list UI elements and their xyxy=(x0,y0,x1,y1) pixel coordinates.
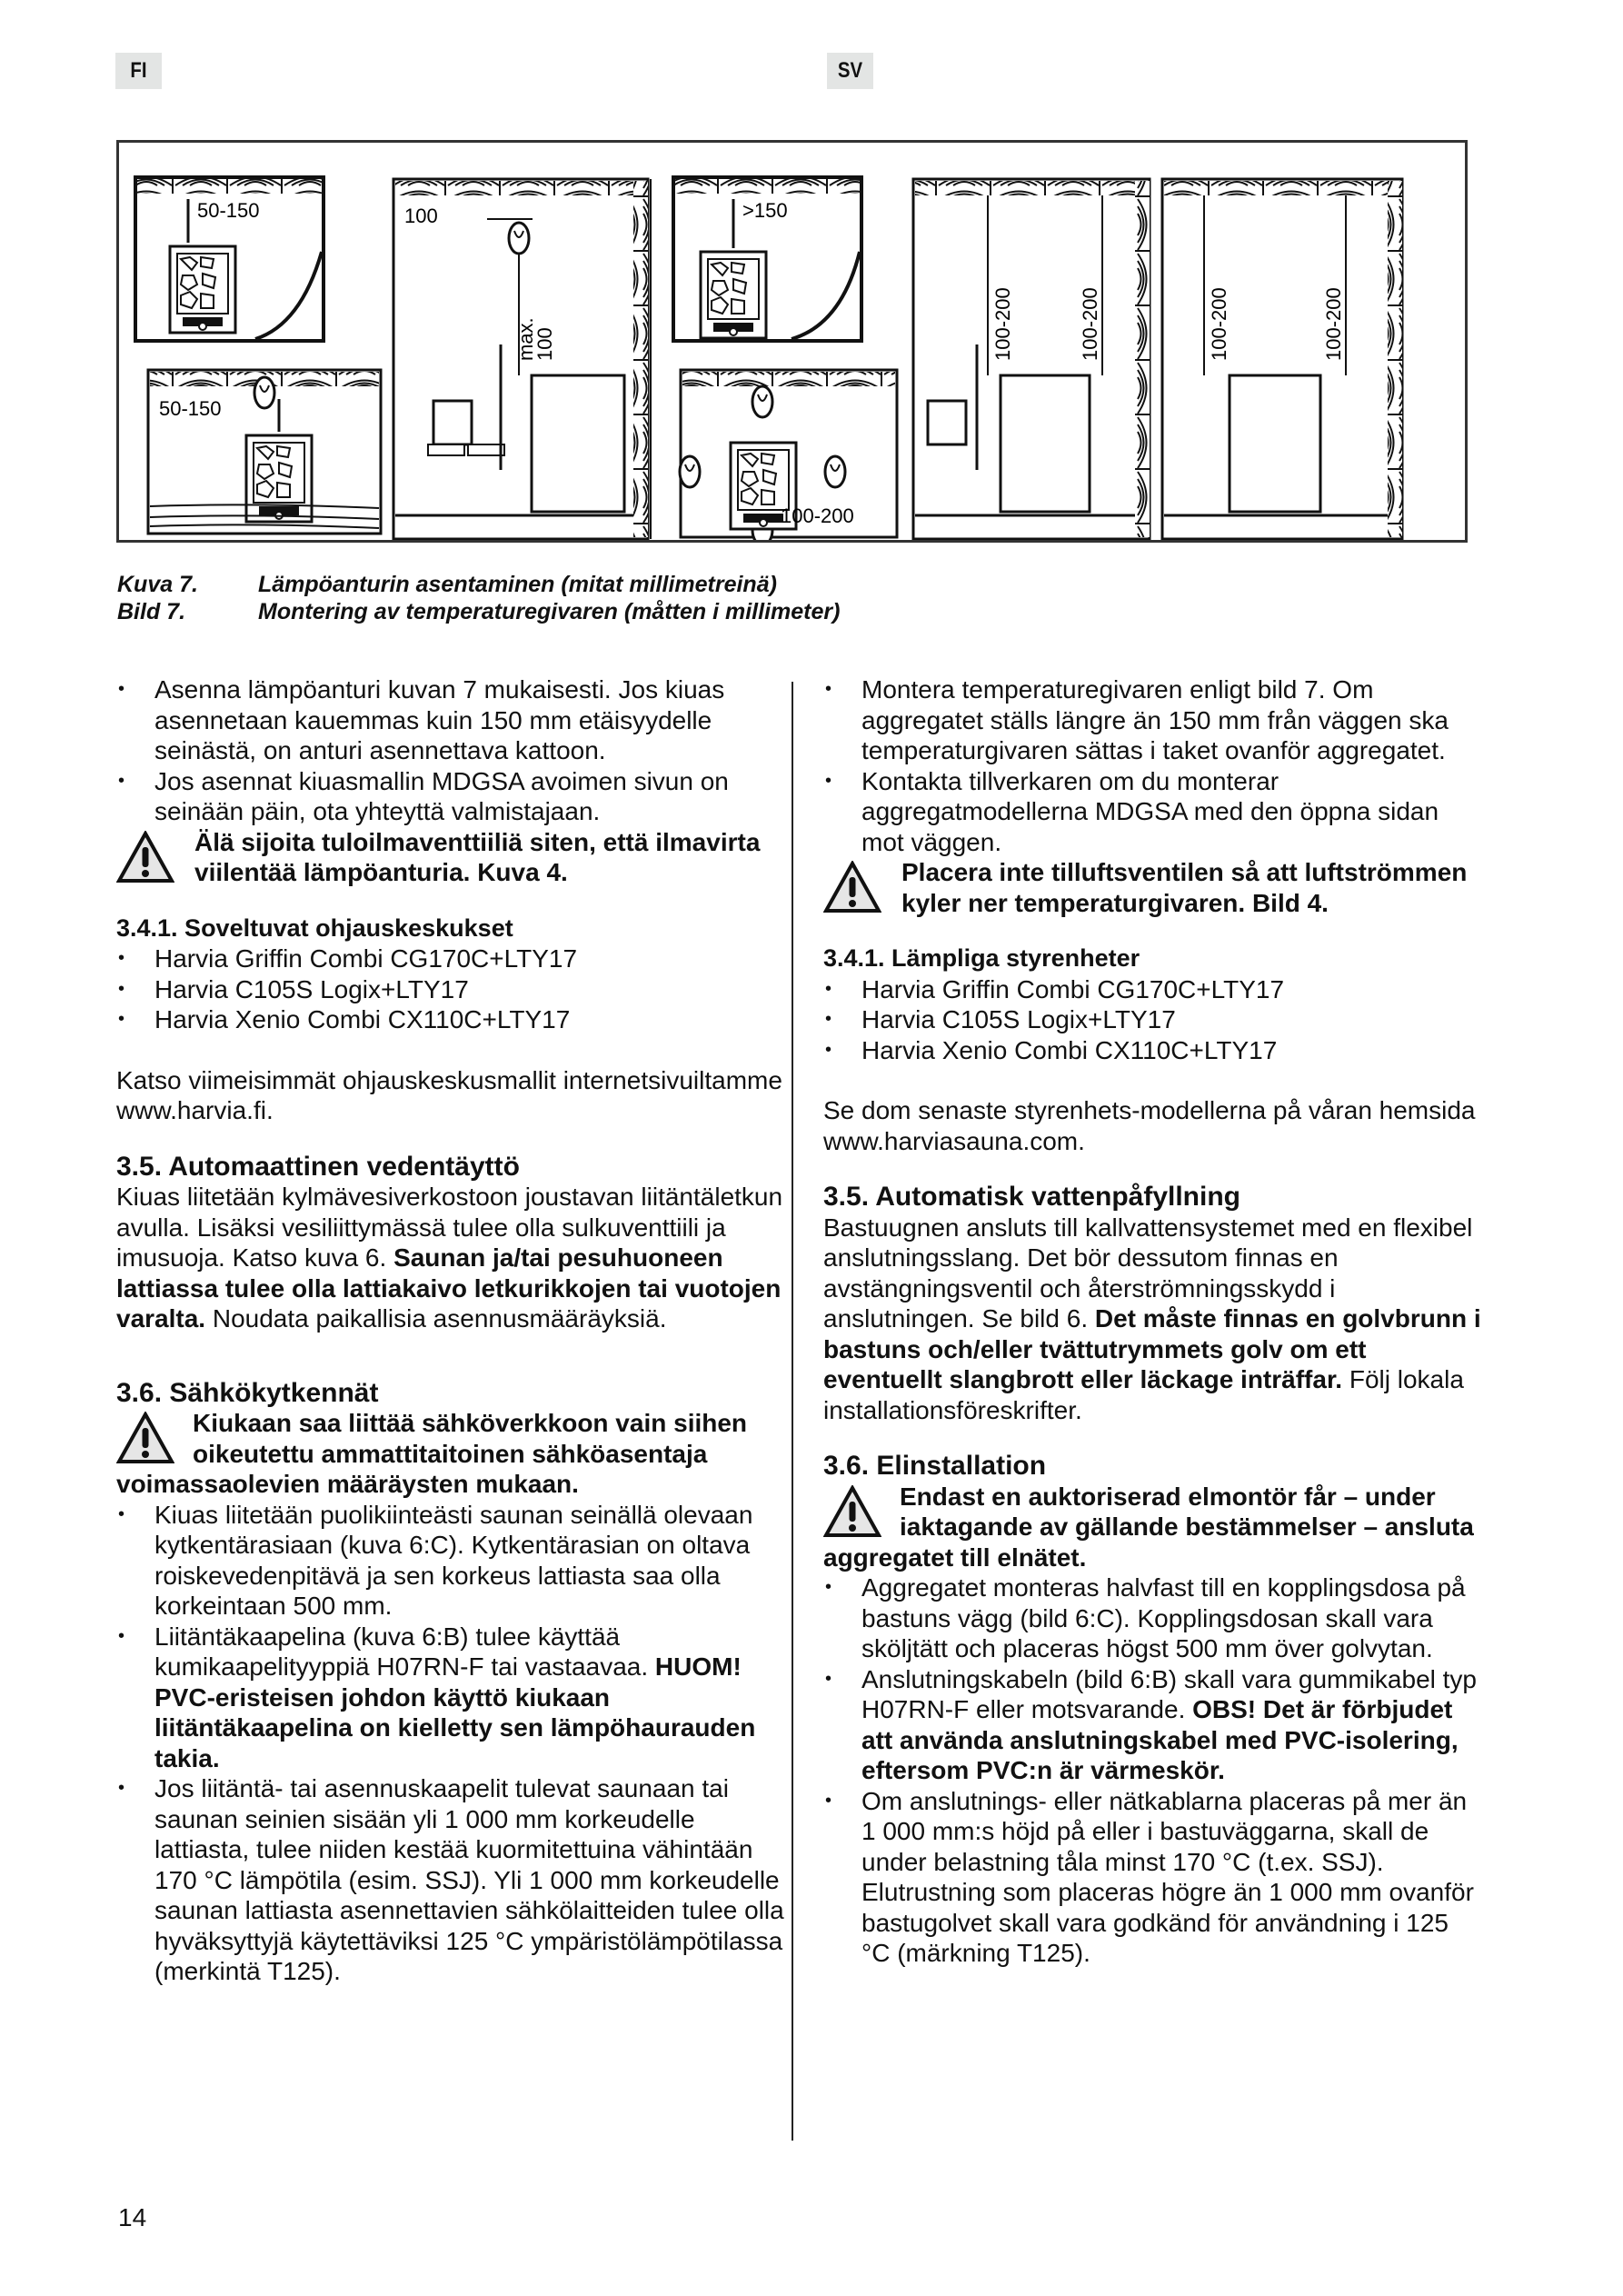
panel-side-ceiling xyxy=(913,179,1150,539)
page-number: 14 xyxy=(118,2203,147,2231)
sv-section-341-title: 3.4.1. Lämpliga styrenheter xyxy=(823,944,1140,972)
fi-section-341-title: 3.4.1. Soveltuvat ohjauskeskukset xyxy=(116,913,513,942)
sv-section-35-body: Bastuugnen ansluts till kallvattensystemet med en flexibel anslutningsslang. Det bör dessutom finnas en avstängningsventil och återströmningsskydd i anslutningen. Se bild 6. Det måste finnas en golvbrunn i bastuns och/eller tvättutrymmets golv om ett eventuellt slangbrott eller läckage inträffar. Följ lokala installationsföreskrifter. xyxy=(823,1213,1481,1424)
fi-warning-electrician: Kiukaan saa liittää sähköverkkoon vain siihen oikeutettu ammattitaitoinen sähköasentaja voimassaolevien määräysten mukaan. xyxy=(116,1409,748,1498)
list-item: • Harvia Xenio Combi CX110C+LTY17 xyxy=(116,1004,791,1035)
language-tab-fi: FI xyxy=(115,53,162,89)
svg-text:100-200: 100-200 xyxy=(1322,287,1345,361)
warning-triangle-icon xyxy=(823,861,881,913)
fi-controllers-note: Katso viimeisimmät ohjauskeskusmallit internetsivuiltamme www.harvia.fi. xyxy=(116,1065,782,1124)
list-item: • Kontakta tillverkaren om du monterar aggregatmodellerna MDGSA med den öppna sidan mot väggen. xyxy=(823,766,1482,858)
sv-section-36-title: 3.6. Elinstallation xyxy=(823,1451,1047,1481)
list-item: • Harvia Griffin Combi CG170C+LTY17 xyxy=(116,943,791,974)
sv-intro-list xyxy=(823,674,1482,857)
sensor-placement-diagram xyxy=(119,143,1465,540)
list-item: • Anslutningskabeln (bild 6:B) skall vara gummikabel typ H07RN-F eller motsvarande. OBS! Det är förbjudet att använda anslutningskabel med PVC-isolering, eftersom PVC:n är värmeskör. xyxy=(823,1664,1482,1786)
panel-wall-corner xyxy=(135,177,324,341)
list-item: • Jos asennat kiuasmallin MDGSA avoimen sivun on seinään päin, ota yhteyttä valmistajaan. xyxy=(116,766,791,827)
finnish-column xyxy=(116,674,791,1987)
sv-controllers-note: Se dom senaste styrenhets-modellerna på våran hemsida www.harviasauna.com. xyxy=(823,1096,1476,1155)
list-item: • Jos liitäntä- tai asennuskaapelit tulevat saunaan tai saunan seinien sisään yli 1 000 mm korkeudelle lattiasta, tulee niiden kestää kuormitettuina vähintään 170 °C lämpötila (esim. SSJ). Yli 1 000 mm korkeudelle saunan lattiasta asennettavien sähkölaitteiden tulee olla hyväksyttyjä käytettäviksi 125 °C ympäristölämpötilassa (merkintä T125). xyxy=(116,1773,791,1987)
warning-triangle-icon xyxy=(116,831,174,883)
figure-caption-sv xyxy=(117,598,840,625)
svg-text:100-200: 100-200 xyxy=(1208,287,1230,361)
caption-sv-number: Bild 7. xyxy=(117,599,186,624)
sv-electrical-list xyxy=(823,1572,1482,1969)
figure-caption-fi xyxy=(117,571,777,598)
list-item: • Aggregatet monteras halvfast till en kopplingsdosa på bastuns vägg (bild 6:C). Kopplingsdosan skall vara sköljtätt och placeras högst 500 mm över golvytan. xyxy=(823,1572,1482,1664)
caption-sv-text: Montering av temperaturegivaren (måtten i millimeter) xyxy=(258,599,841,624)
fi-intro-list xyxy=(116,674,791,827)
caption-fi-number: Kuva 7. xyxy=(117,572,198,597)
list-item: • Harvia C105S Logix+LTY17 xyxy=(116,974,791,1005)
svg-text:100-200: 100-200 xyxy=(991,287,1014,361)
warning-triangle-icon xyxy=(116,1412,174,1464)
fi-section-35-title: 3.5. Automaattinen vedentäyttö xyxy=(116,1151,520,1182)
svg-text:100-200: 100-200 xyxy=(781,504,854,527)
panel-ceiling-corner xyxy=(673,177,861,341)
list-item: • Harvia Griffin Combi CG170C+LTY17 xyxy=(823,974,1482,1005)
panel-ceiling-top xyxy=(680,370,897,540)
sv-warning-ventilation: Placera inte tilluftsventilen så att luftströmmen kyler ner temperaturgivaren. Bild 4. xyxy=(823,857,1482,918)
fi-section-35-body: Kiuas liitetään kylmävesiverkostoon joustavan liitäntäletkun avulla. Lisäksi vesiliittymässä tulee olla sulkuventtiili ja imusuoja. Katso kuva 6. Saunan ja/tai pesuhuoneen lattiassa tulee olla lattiakaivo letkurikkojen tai vuotojen varalta. Noudata paikallisia asennusmääräyksiä. xyxy=(116,1183,783,1333)
fi-controllers-list xyxy=(116,943,791,1035)
list-item: • Liitäntäkaapelina (kuva 6:B) tulee käyttää kumikaapelityyppiä H07RN-F tai vastaavaa. HUOM! PVC-eristeisen johdon käyttö kiukaan liitäntäkaapelina on kielletty sen lämpöhaurauden takia. xyxy=(116,1622,791,1774)
list-item: • Montera temperaturegivaren enligt bild 7. Om aggregatet ställs längre än 150 mm från väggen ska temperaturgivaren sättas i taket ovanför aggregatet. xyxy=(823,674,1482,766)
svg-text:50-150: 50-150 xyxy=(159,397,222,420)
svg-text:50-150: 50-150 xyxy=(197,199,260,222)
list-item: • Om anslutnings- eller nätkablarna placeras på mer än 1 000 mm:s höjd på eller i bastuväggarna, skall de under belastning tåla minst 170 °C (t.ex. SSJ). Elutrustning som placeras högre än 1 000 mm ovanför bastugolvet skall vara godkänd för användning i 125 °C (märkning T125). xyxy=(823,1786,1482,1969)
sv-section-35-title: 3.5. Automatisk vattenpåfyllning xyxy=(823,1182,1240,1212)
svg-text:100: 100 xyxy=(404,205,438,227)
svg-text:max.: max. xyxy=(514,317,537,361)
swedish-column xyxy=(823,674,1482,1969)
language-tab-sv: SV xyxy=(827,53,873,89)
panel-ceiling-both xyxy=(1162,179,1402,539)
svg-text:100-200: 100-200 xyxy=(1079,287,1101,361)
list-item: • Kiuas liitetään puolikiinteästi saunan seinällä olevaan kytkentärasiaan (kuva 6:C). Kytkentärasian on oltava roiskevedenpitävä ja sen korkeus lattiasta saa olla korkeintaan 500 mm. xyxy=(116,1500,791,1622)
figure-7 xyxy=(116,140,1468,543)
list-item: • Harvia C105S Logix+LTY17 xyxy=(823,1004,1482,1035)
fi-electrical-list xyxy=(116,1500,791,1987)
svg-text:>150: >150 xyxy=(742,199,788,222)
list-item: • Asenna lämpöanturi kuvan 7 mukaisesti. Jos kiuas asennetaan kauemmas kuin 150 mm etäisyydelle seinästä, on anturi asennettava kattoon. xyxy=(116,674,791,766)
fi-warning-ventilation: Älä sijoita tuloilmaventtiiliä siten, että ilmavirta viilentää lämpöanturia. Kuva 4. xyxy=(116,827,791,888)
panel-side-wall xyxy=(393,179,648,539)
column-divider xyxy=(792,682,793,2141)
warning-triangle-icon xyxy=(823,1485,881,1538)
list-item: • Harvia Xenio Combi CX110C+LTY17 xyxy=(823,1035,1482,1066)
fi-section-36-title: 3.6. Sähkökytkennät xyxy=(116,1377,379,1408)
sv-warning-electrician: Endast en auktoriserad elmontör får – under iaktagande av gällande bestämmelser – ansluta aggregatet till elnätet. xyxy=(823,1482,1474,1572)
svg-text:100: 100 xyxy=(533,327,556,361)
sv-controllers-list xyxy=(823,974,1482,1066)
panel-wall-front xyxy=(148,370,381,534)
caption-fi-text: Lämpöanturin asentaminen (mitat millimetreinä) xyxy=(258,572,777,597)
